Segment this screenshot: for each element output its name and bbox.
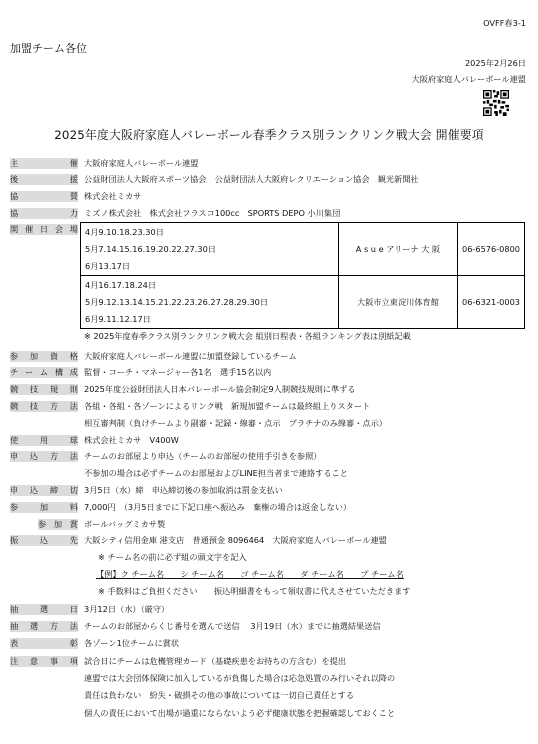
schedule-line: 4月16.17.18.24日 xyxy=(85,279,157,290)
detail-value: 株式会社ミカサ V400W xyxy=(84,435,179,445)
detail-value: 大阪府家庭人バレーボール連盟に加盟登録しているチーム xyxy=(84,351,297,361)
detail-label: 抽 選 日 xyxy=(10,604,78,614)
detail-value: 2025年度公益財団法人日本バレーボール協会制定9人制競技規則に準ずる xyxy=(84,384,356,394)
value-kyosan: 株式会社ミカサ xyxy=(84,191,142,201)
value-koen: 公益財団法人大阪府スポーツ協会 公益財団法人大阪府レクリエーション協会 観光新聞社 xyxy=(84,174,419,184)
value-shusai: 大阪府家庭人バレーボール連盟 xyxy=(84,158,199,168)
detail-value: 【例】ク チーム名 シ チーム名 ゴ チーム名 ダ チーム名 プ チーム名 xyxy=(96,569,404,579)
detail-value: 7,000円 （3月5日までに下記口座へ振込み 棄権の場合は返金しない） xyxy=(84,502,352,512)
issuer: 大阪府家庭人バレーボール連盟 xyxy=(411,74,526,84)
detail-value: 3月12日（水）（厳守） xyxy=(84,604,170,614)
detail-value: チームのお部屋より申込（チームのお部屋の使用手引きを参照） xyxy=(84,451,322,461)
label-kaisai: 開 催 日 会 場 xyxy=(10,224,78,234)
schedule-table xyxy=(80,222,525,329)
venue-1: A s u e アリーナ 大 阪 xyxy=(339,223,458,276)
table-row xyxy=(81,276,525,329)
schedule-line: 5月9.12.13.14.15.21.22.23.26.27.28.29.30日 xyxy=(85,296,269,307)
label-kyosan: 協 賛 xyxy=(10,191,78,201)
document-code: OVFF春3-1 xyxy=(483,18,526,28)
schedule-dates-1 xyxy=(81,223,339,276)
detail-label: 申 込 方 法 xyxy=(10,451,78,461)
label-kyoryoku: 協 力 xyxy=(10,208,78,218)
detail-value: 大阪シティ信用金庫 港支店 普通預金 8096464 大阪府家庭人バレーボール連盟 xyxy=(84,535,387,545)
addressee: 加盟チーム各位 xyxy=(10,42,87,55)
phone-1: 06-6576-0800 xyxy=(458,223,525,276)
schedule-line: 5月7.14.15.16.19.20.22.27.30日 xyxy=(85,243,216,254)
detail-label: 競 技 方 法 xyxy=(10,401,78,411)
schedule-line: 4月9.10.18.23.30日 xyxy=(85,226,164,237)
detail-label: 抽 選 方 法 xyxy=(10,621,78,631)
venue-2: 大阪市立東淀川体育館 xyxy=(339,276,458,329)
issue-date: 2025年2月26日 xyxy=(464,58,526,68)
schedule-dates-2 xyxy=(81,276,339,329)
label-shusai: 主 催 xyxy=(10,158,78,168)
detail-label: 競 技 規 則 xyxy=(10,384,78,394)
detail-label: 参 加 資 格 xyxy=(10,351,78,361)
detail-value: ボールバッグミカサ製 xyxy=(84,519,166,529)
table-row xyxy=(81,223,525,276)
detail-value: チームのお部屋からくじ番号を選んで送信 3月19日（水）までに抽選結果送信 xyxy=(84,621,381,631)
detail-value: 3月5日（水）締 申込締切後の参加取消は罰金支払い xyxy=(84,485,283,495)
label-koen: 後 援 xyxy=(10,174,78,184)
detail-label: 申 込 締 切 xyxy=(10,485,78,495)
detail-label: 参 加 賞 xyxy=(38,519,78,529)
detail-value: 各ゾーン1位チームに賞状 xyxy=(84,638,180,648)
value-kyoryoku: ミズノ株式会社 株式会社フラスコ100cc SPORTS DEPO 小川集団 xyxy=(84,208,341,218)
detail-label: 振 込 先 xyxy=(10,535,78,545)
schedule-note: ※ 2025年度春季クラス別ランクリンク戦大会 組別日程表・各組ランキング表は別紙記載 xyxy=(84,331,411,341)
detail-label: 参 加 料 xyxy=(10,502,78,512)
detail-label: 注 意 事 項 xyxy=(10,656,78,666)
detail-label: 表 彰 xyxy=(10,638,78,648)
detail-value: ※ チーム名の前に必ず組の頭文字を記入 xyxy=(98,552,247,562)
detail-value: 各組・各組・各ゾーンによるリンク戦 新規加盟チームは最終組上りスタート xyxy=(84,401,371,411)
detail-value: 不参加の場合は必ずチームのお部屋およびLINE担当者まで連絡すること xyxy=(84,468,348,478)
schedule-line: 6月13.17日 xyxy=(85,260,131,271)
detail-value: 試合日にチームは危機管理カード（基礎疾患をお持ちの方含む）を提出 xyxy=(84,656,347,666)
qr-code-icon xyxy=(483,90,509,116)
detail-label: 使 用 球 xyxy=(10,435,78,445)
detail-value: 個人の責任において出場が過重にならないよう必ず健康状態を把握確認しておくこと xyxy=(84,708,396,718)
phone-2: 06-6321-0003 xyxy=(458,276,525,329)
detail-value: 責任は負わない 紛失・破損その他の事故については一切自己責任とする xyxy=(84,690,355,700)
detail-value: ※ 手数料はご負担ください 振込明細書をもって領収書に代えさせていただきます xyxy=(98,586,411,596)
schedule-line: 6月9.11.12.17日 xyxy=(85,313,151,324)
detail-value: 連盟では大会団体保険に加入しているが負傷した場合は応急処置のみ行いそれ以降の xyxy=(84,673,396,683)
detail-value: 監督・コーチ・マネージャー各1名 選手15名以内 xyxy=(84,367,272,377)
document-title: 2025年度大阪府家庭人バレーボール春季クラス別ランクリンク戦大会 開催要項 xyxy=(54,128,484,142)
detail-label: チ ー ム 構 成 xyxy=(10,367,78,377)
detail-value: 相互審判制（負けチームより副審・記録・線審・点示 プラチナのみ線審・点示） xyxy=(84,418,387,428)
